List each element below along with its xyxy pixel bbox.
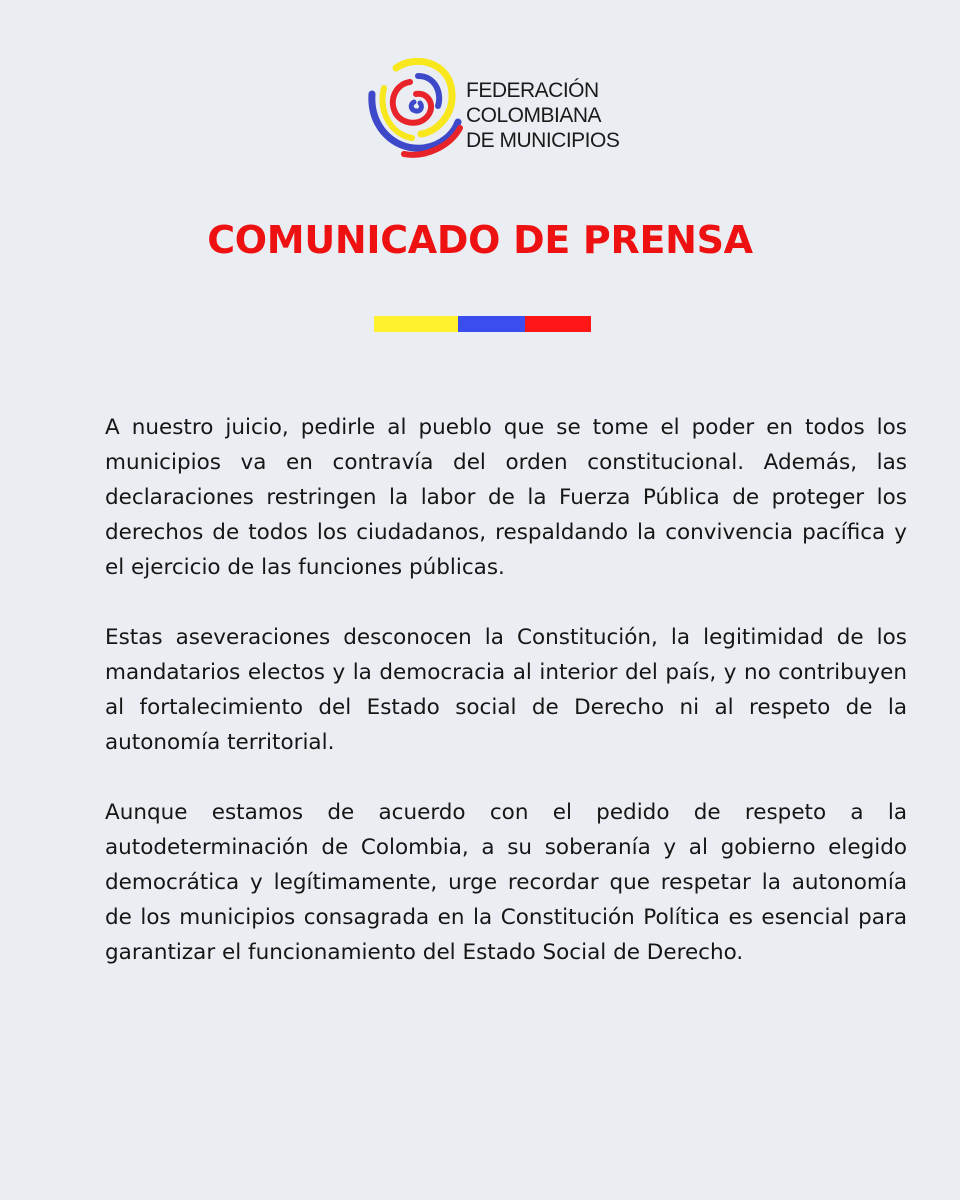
- organization-name: [466, 78, 620, 153]
- press-release-body: [105, 410, 907, 1005]
- flag-red-stripe: [525, 316, 591, 332]
- organization-name-line-2: COLOMBIANA: [466, 104, 602, 127]
- flag-yellow-stripe: [374, 316, 458, 332]
- page-title: COMUNICADO DE PRENSA: [207, 218, 753, 262]
- flag-color-bar: [374, 316, 591, 332]
- flag-blue-stripe: [458, 316, 525, 332]
- paragraph-3: Aunque estamos de acuerdo con el pedido de respeto a la autodeterminación de Colombia, a su soberanía y al gobierno elegido democrática y legítimamente, urge recordar que respetar la autonomía de los municipios consagrada en la Constitución Política es esencial para garantizar el funcionamiento del Estado Social de Derecho.: [105, 800, 907, 965]
- organization-name-line-3: DE MUNICIPIOS: [466, 129, 620, 152]
- spiral-logo-icon: [366, 54, 466, 160]
- organization-logo: [366, 54, 620, 162]
- organization-name-line-1: FEDERACIÓN: [466, 79, 599, 102]
- paragraph-1: A nuestro juicio, pedirle al pueblo que se tome el poder en todos los municipios va en contravía del orden constitucional. Además, las declaraciones restringen la labor de la Fuerza Pública de proteger los derechos de todos los ciudadanos, respaldando la convivencia pacífica y el ejercicio de las funciones públicas.: [105, 415, 907, 580]
- logo-center-swirl: [411, 102, 421, 111]
- paragraph-2: Estas aseveraciones desconocen la Constitución, la legitimidad de los mandatarios electos y la democracia al interior del país, y no contribuyen al fortalecimiento del Estado social de Derecho ni al respeto de la autonomía territorial.: [105, 625, 907, 755]
